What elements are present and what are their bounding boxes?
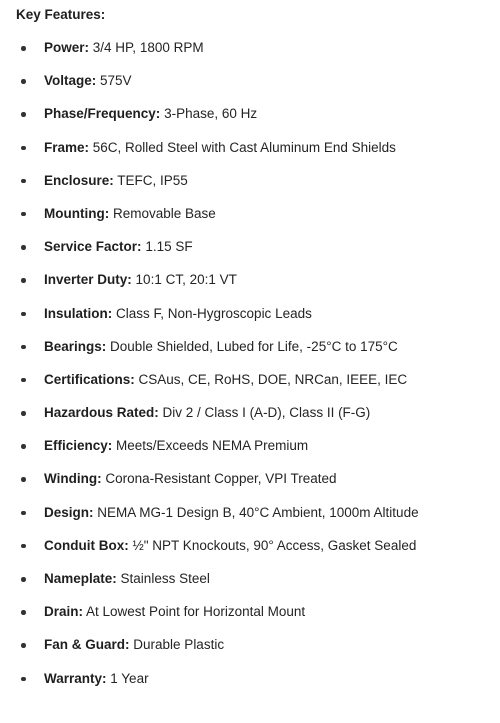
feature-label: Power: (44, 40, 90, 55)
feature-text (44, 171, 188, 191)
feature-item (0, 38, 500, 71)
feature-label: Drain: (44, 604, 84, 620)
feature-text (44, 138, 396, 158)
feature-text (44, 536, 416, 556)
bullet-icon (21, 179, 26, 184)
feature-label: Mounting: (44, 205, 110, 221)
feature-item (0, 669, 500, 702)
feature-text (44, 337, 398, 357)
feature-text (44, 569, 210, 589)
feature-text (44, 270, 237, 290)
feature-label: Design: (44, 504, 94, 520)
bullet-icon (21, 245, 26, 250)
feature-text (44, 669, 149, 689)
feature-value: 56C, Rolled Steel with Cast Aluminum End Shields (92, 139, 396, 155)
feature-item (0, 436, 500, 469)
feature-item (0, 469, 500, 502)
feature-item (0, 503, 500, 536)
feature-item (0, 536, 500, 569)
feature-item (0, 171, 500, 204)
key-features-heading: Key Features: (16, 7, 106, 22)
feature-value: Durable Plastic (133, 637, 225, 653)
feature-value: ½" NPT Knockouts, 90° Access, Gasket Sealed (132, 537, 417, 553)
feature-value: Stainless Steel (120, 571, 210, 586)
feature-item (0, 204, 500, 237)
feature-text (44, 304, 312, 324)
feature-value: 10:1 CT, 20:1 VT (135, 272, 237, 288)
feature-value: Div 2 / Class I (A-D), Class II (F-G) (162, 405, 371, 421)
bullet-icon (21, 312, 26, 317)
feature-label: Conduit Box: (44, 537, 129, 553)
bullet-icon (21, 643, 26, 648)
feature-label: Phase/Frequency: (44, 106, 161, 122)
bullet-icon (21, 577, 26, 582)
feature-label: Insulation: (44, 305, 113, 321)
feature-label: Fan & Guard: (44, 637, 130, 653)
bullet-icon (21, 411, 26, 416)
bullet-icon (21, 544, 26, 549)
feature-value: 3-Phase, 60 Hz (164, 106, 258, 122)
bullet-icon (21, 477, 26, 482)
feature-value: Meets/Exceeds NEMA Premium (116, 438, 309, 454)
feature-value: TEFC, IP55 (117, 172, 188, 188)
feature-text (44, 436, 308, 456)
feature-text (44, 503, 419, 523)
feature-item (0, 403, 500, 436)
feature-label: Service Factor: (44, 239, 142, 255)
feature-label: Enclosure: (44, 172, 114, 188)
feature-text (44, 38, 204, 58)
feature-text (44, 469, 337, 489)
feature-label: Nameplate: (44, 571, 117, 586)
bullet-icon (21, 212, 26, 217)
bullet-icon (21, 112, 26, 117)
feature-text (44, 602, 305, 622)
feature-item (0, 602, 500, 635)
feature-text (44, 403, 370, 423)
key-features-list (0, 38, 500, 702)
bullet-icon (21, 610, 26, 615)
feature-value: 575V (100, 73, 132, 89)
feature-value: Removable Base (113, 205, 216, 221)
bullet-icon (21, 79, 26, 84)
feature-label: Winding: (44, 471, 102, 487)
feature-value: Double Shielded, Lubed for Life, -25°C to 175°C (110, 338, 398, 354)
bullet-icon (21, 46, 26, 51)
feature-value: 3/4 HP, 1800 RPM (92, 40, 204, 55)
feature-item (0, 237, 500, 270)
feature-label: Efficiency: (44, 438, 113, 454)
bullet-icon (21, 345, 26, 350)
feature-label: Hazardous Rated: (44, 405, 159, 421)
feature-item (0, 138, 500, 171)
feature-item (0, 635, 500, 668)
feature-value: 1 Year (110, 670, 149, 686)
feature-item (0, 304, 500, 337)
bullet-icon (21, 278, 26, 283)
feature-item (0, 71, 500, 104)
feature-value: At Lowest Point for Horizontal Mount (86, 604, 306, 620)
feature-text (44, 204, 216, 224)
feature-value: NEMA MG-1 Design B, 40°C Ambient, 1000m Altitude (97, 504, 419, 520)
feature-value: 1.15 SF (145, 239, 193, 255)
bullet-icon (21, 146, 26, 151)
feature-item (0, 569, 500, 602)
feature-label: Voltage: (44, 73, 97, 89)
feature-item (0, 370, 500, 403)
feature-text (44, 71, 132, 91)
feature-label: Inverter Duty: (44, 272, 132, 288)
bullet-icon (21, 378, 26, 383)
feature-value: Class F, Non-Hygroscopic Leads (116, 305, 312, 321)
feature-text (44, 635, 224, 655)
feature-item (0, 337, 500, 370)
bullet-icon (21, 444, 26, 449)
feature-label: Frame: (44, 139, 90, 155)
feature-text (44, 370, 407, 390)
feature-text (44, 237, 193, 257)
feature-label: Certifications: (44, 371, 135, 387)
feature-label: Bearings: (44, 338, 107, 354)
feature-value: Corona-Resistant Copper, VPI Treated (105, 471, 337, 487)
feature-label: Warranty: (44, 670, 107, 686)
feature-value: CSAus, CE, RoHS, DOE, NRCan, IEEE, IEC (138, 371, 408, 387)
feature-text (44, 104, 257, 124)
bullet-icon (21, 511, 26, 516)
feature-item (0, 104, 500, 137)
feature-item (0, 270, 500, 303)
bullet-icon (21, 677, 26, 682)
